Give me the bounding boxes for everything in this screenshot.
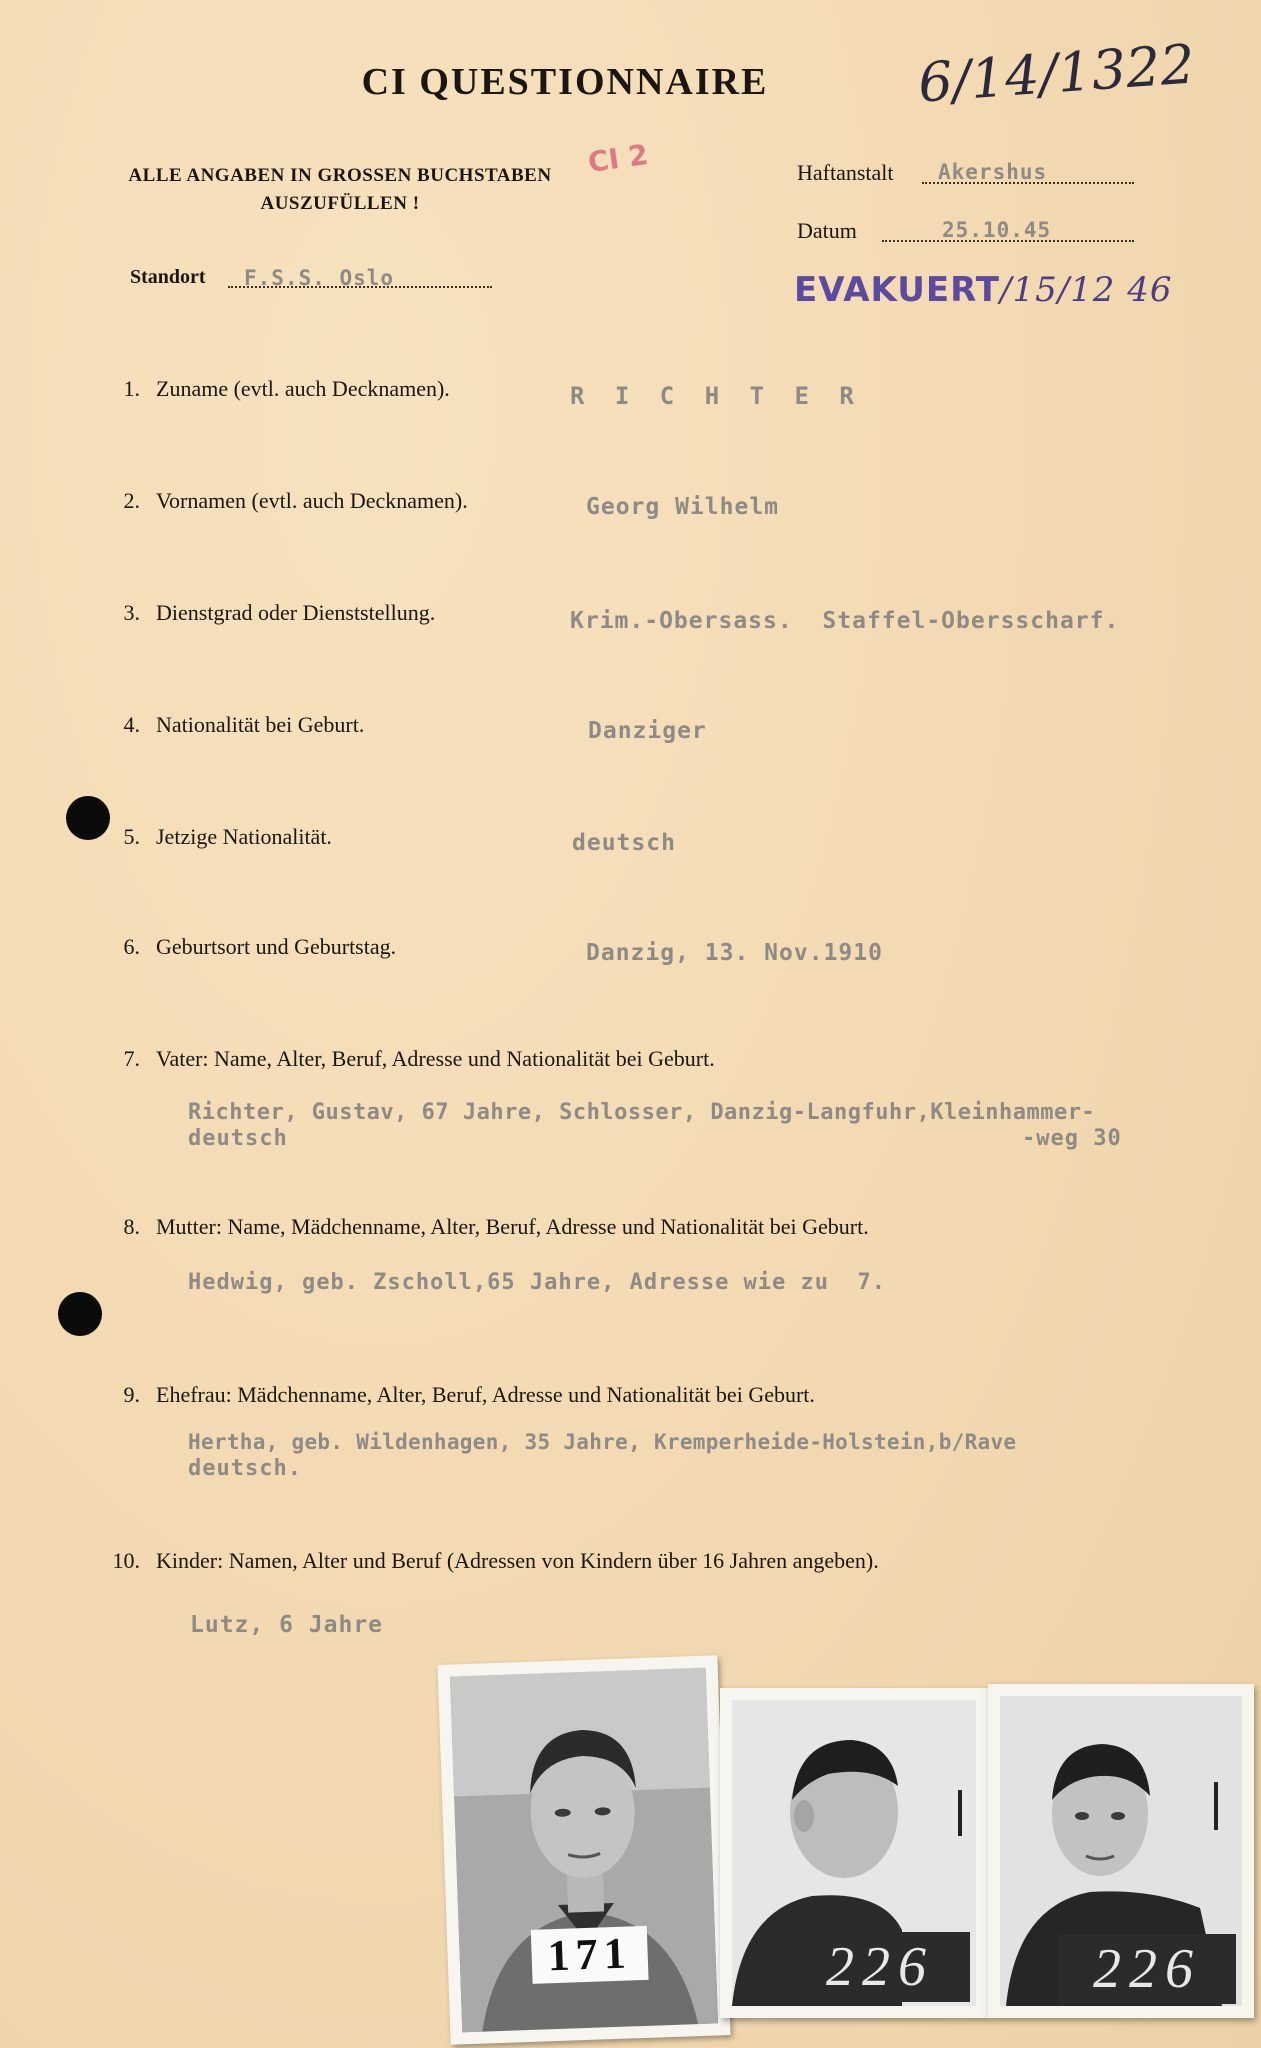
question-6: 6. Geburtsort und Geburtstag.: [123, 934, 397, 959]
id-plate: 171: [531, 1926, 649, 1984]
question-3: 3. Dienstgrad oder Dienststellung.: [123, 600, 436, 625]
answer-3: Krim.-Obersass. Staffel-Obersscharf.: [570, 608, 1120, 634]
haftanstalt-field: Akershus: [922, 164, 1134, 184]
answer-2: Georg Wilhelm: [586, 494, 780, 520]
handwritten-file-number: 6/14/1322: [916, 32, 1197, 115]
question-10: 10. Kinder: Namen, Alter und Beruf (Adressen von Kindern über 16 Jahren angeben).: [112, 1548, 879, 1573]
answer-7-line1: Richter, Gustav, 67 Jahre, Schlosser, Danzig-Langfuhr,Kleinhammer-: [188, 1100, 1096, 1125]
document-title: CI QUESTIONNAIRE: [361, 61, 769, 103]
instruction-text: ALLE ANGABEN IN GROSSEN BUCHSTABEN AUSZUFÜLLEN !: [128, 165, 552, 214]
question-2: 2. Vornamen (evtl. auch Decknamen).: [123, 488, 468, 513]
question-9: 9. Ehefrau: Mädchenname, Alter, Beruf, Adresse und Nationalität bei Geburt.: [123, 1382, 815, 1407]
question-1: 1. Zuname (evtl. auch Decknamen).: [123, 376, 450, 401]
answer-5: deutsch: [572, 830, 676, 856]
haftanstalt-label: Haftanstalt: [797, 160, 894, 185]
answer-10: Lutz, 6 Jahre: [190, 1612, 384, 1638]
answer-1: R I C H T E R: [570, 382, 862, 410]
portrait-photo-frontal-171: [437, 1655, 730, 2045]
portrait-photo-profile-226: [720, 1688, 988, 2018]
question-8: 8. Mutter: Name, Mädchenname, Alter, Beruf, Adresse und Nationalität bei Geburt.: [123, 1214, 869, 1239]
answer-7-line2: deutsch: [188, 1126, 288, 1151]
question-7: 7. Vater: Name, Alter, Beruf, Adresse und Nationalität bei Geburt.: [123, 1046, 715, 1071]
answer-9-line2: deutsch.: [188, 1456, 302, 1481]
ci-stamp: CI 2: [585, 137, 651, 180]
portrait-photo-frontal-226: [988, 1684, 1254, 2018]
evakuert-stamp: EVAKUERT/15/12 46: [794, 270, 1173, 310]
id-plate: 226: [790, 1932, 970, 2002]
answer-9-line1: Hertha, geb. Wildenhagen, 35 Jahre, Kremperheide-Holstein,b/Rave: [188, 1430, 1017, 1454]
answer-4: Danziger: [588, 718, 707, 744]
question-4: 4. Nationalität bei Geburt.: [123, 712, 365, 737]
id-plate: 226: [1058, 1934, 1236, 2004]
punch-hole-bottom: [58, 1292, 102, 1336]
datum-field: 25.10.45: [882, 222, 1134, 242]
answer-6: Danzig, 13. Nov.1910: [586, 940, 883, 966]
standort-label: Standort: [130, 266, 206, 288]
answer-7-line2-street: -weg 30: [1022, 1126, 1122, 1151]
question-5: 5. Jetzige Nationalität.: [123, 824, 332, 849]
standort-field: F.S.S. Oslo: [228, 268, 492, 288]
datum-label: Datum: [797, 218, 857, 243]
answer-8: Hedwig, geb. Zscholl,65 Jahre, Adresse wie zu 7.: [188, 1270, 887, 1295]
